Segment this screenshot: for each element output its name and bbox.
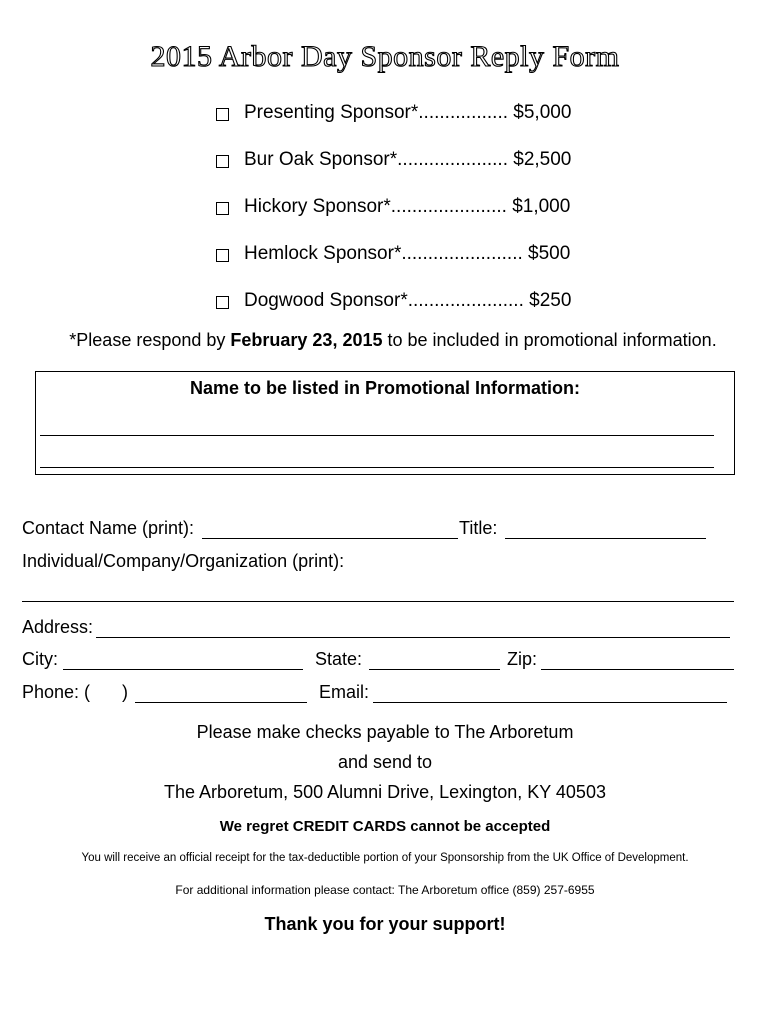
email-field[interactable] <box>373 702 727 703</box>
title-label: Title: <box>459 518 498 538</box>
city-label: City: <box>22 649 58 669</box>
sponsor-option-presenting[interactable] <box>216 102 616 149</box>
email-label: Email: <box>319 682 370 702</box>
state-field[interactable] <box>369 669 500 670</box>
deadline-suffix: to be included in promotional information. <box>382 330 717 350</box>
address-field[interactable] <box>96 637 730 638</box>
organization-field[interactable] <box>22 601 734 602</box>
zip-field[interactable] <box>541 669 734 670</box>
address-label: Address: <box>22 617 94 637</box>
sponsor-option-hickory[interactable] <box>216 196 616 243</box>
credit-card-notice: We regret CREDIT CARDS cannot be accepted <box>219 818 551 835</box>
checkbox-icon[interactable] <box>216 108 229 121</box>
checkbox-icon[interactable] <box>216 202 229 215</box>
contact-name-field[interactable] <box>202 538 458 539</box>
phone-field[interactable] <box>135 702 307 703</box>
sponsor-option-label: Dogwood Sponsor*...................... $250 <box>244 290 572 311</box>
sponsor-option-bur-oak[interactable] <box>216 149 616 196</box>
contact-name-label: Contact Name (print): <box>22 518 195 538</box>
checkbox-icon[interactable] <box>216 249 229 262</box>
promotional-name-line-2[interactable] <box>40 467 714 468</box>
phone-label: Phone: ( <box>22 682 91 702</box>
checkbox-icon[interactable] <box>216 296 229 309</box>
mailing-address: The Arboretum, 500 Alumni Drive, Lexington, KY 40503 <box>164 782 606 802</box>
contact-info: For additional information please contact: The Arboretum office (859) 257-6955 <box>175 883 595 897</box>
send-to-text: and send to <box>337 752 433 772</box>
receipt-notice: You will receive an official receipt for the tax-deductible portion of your Sponsorship from the UK Office of Development. <box>81 852 689 864</box>
zip-label: Zip: <box>507 649 538 669</box>
checkbox-icon[interactable] <box>216 155 229 168</box>
sponsor-option-label: Bur Oak Sponsor*..................... $2,500 <box>244 149 572 170</box>
payment-instruction: Please make checks payable to The Arboretum <box>196 722 574 742</box>
response-deadline-note <box>0 330 770 351</box>
phone-paren: ) <box>122 682 128 702</box>
deadline-prefix: *Please respond by <box>69 330 231 350</box>
thank-you-message: Thank you for your support! <box>264 914 506 934</box>
sponsor-level-list <box>216 102 616 337</box>
state-label: State: <box>315 649 363 669</box>
sponsor-option-label: Hickory Sponsor*...................... $1,000 <box>244 196 571 217</box>
sponsor-option-hemlock[interactable] <box>216 243 616 290</box>
title-field[interactable] <box>505 538 706 539</box>
promotional-name-box <box>35 371 735 475</box>
city-field[interactable] <box>63 669 303 670</box>
organization-label: Individual/Company/Organization (print): <box>22 551 345 571</box>
sponsor-option-label: Presenting Sponsor*................. $5,000 <box>244 102 572 123</box>
promotional-name-line-1[interactable] <box>40 435 714 436</box>
sponsor-option-label: Hemlock Sponsor*....................... $500 <box>244 243 571 264</box>
deadline-date: February 23, 2015 <box>230 330 383 350</box>
area-code-field[interactable] <box>90 702 122 703</box>
form-title: 2015 Arbor Day Sponsor Reply Form <box>150 40 620 73</box>
promotional-name-heading: Name to be listed in Promotional Information: <box>189 378 581 398</box>
